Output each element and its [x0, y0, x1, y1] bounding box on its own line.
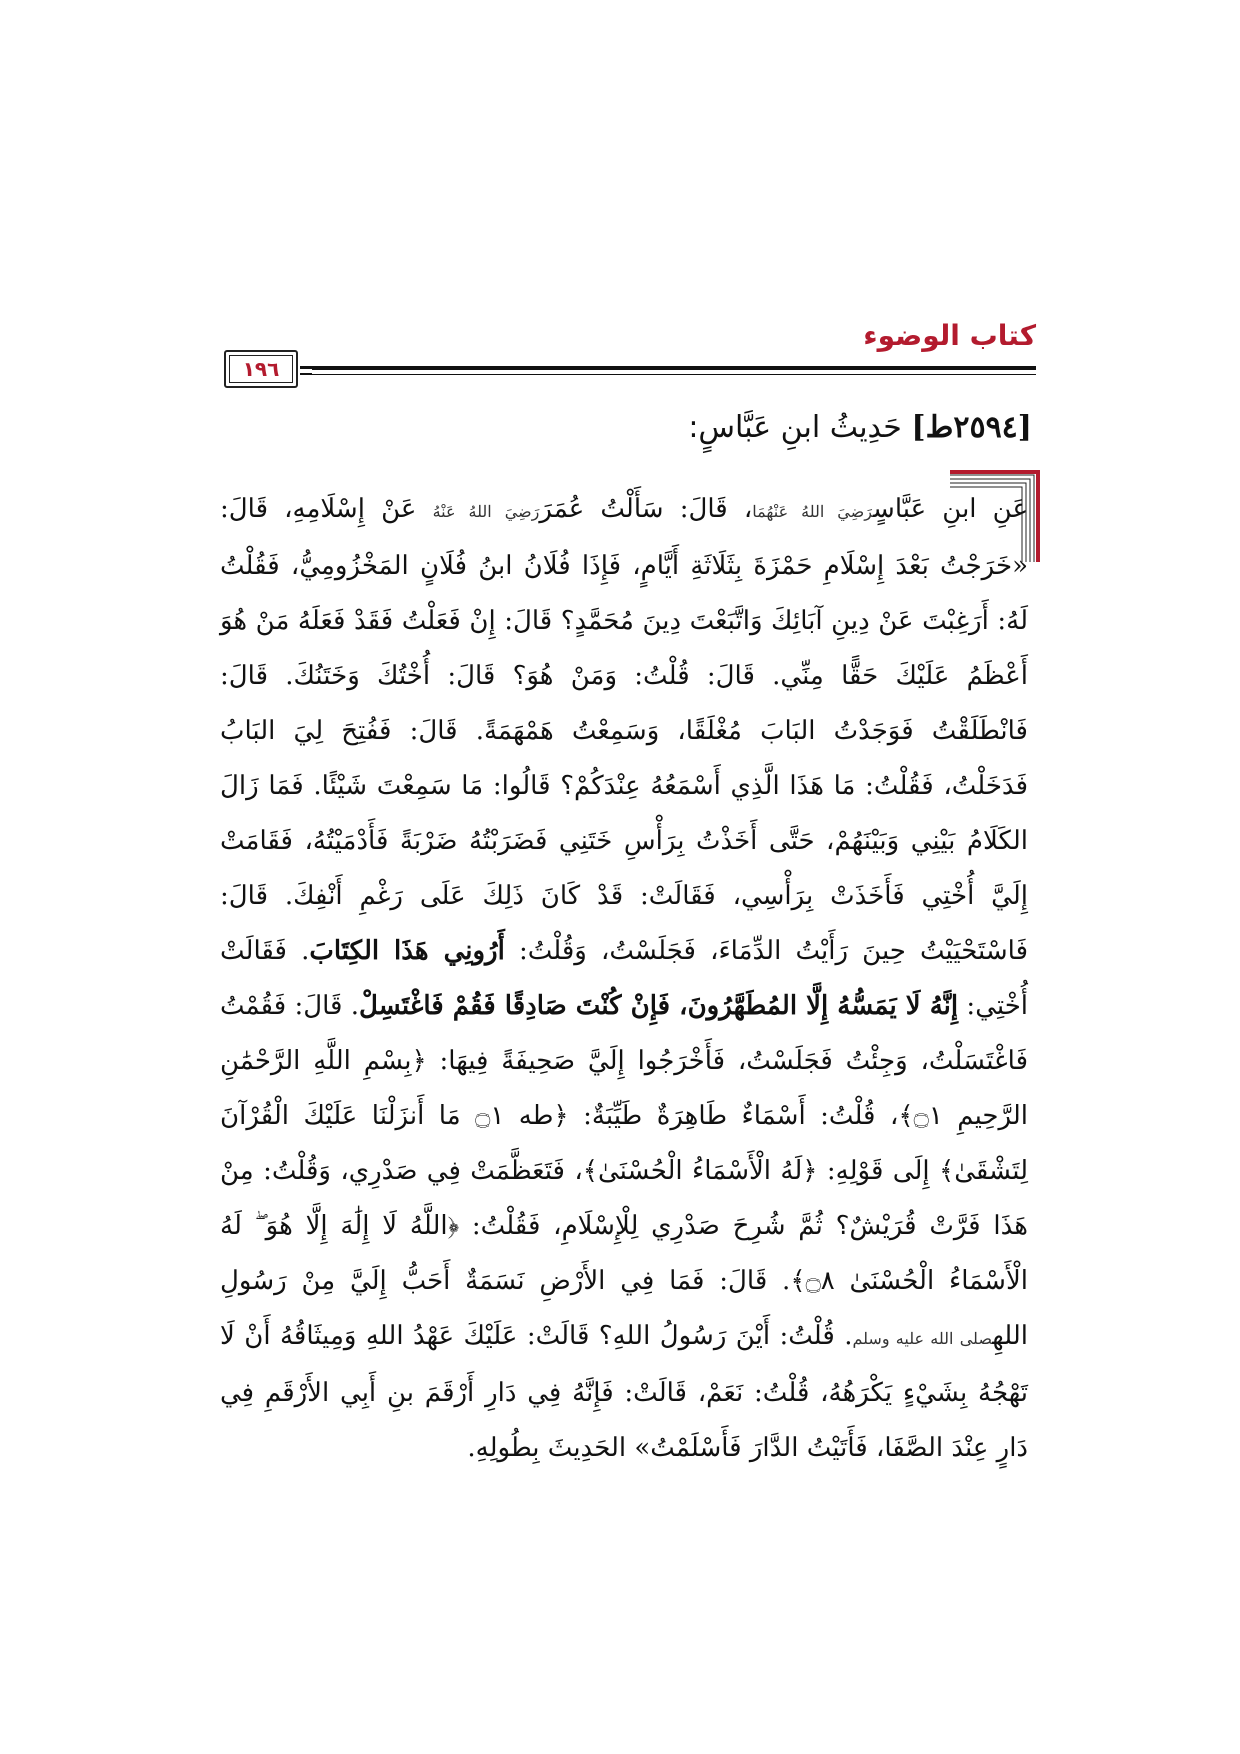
bold-phrase-purified: إِنَّهُ لَا يَمَسُّهُ إِلَّا المُطَهَّرُونَ، فَإِنْ كُنْتَ صَادِقًا فَقُمْ فَاغْتَسِلْ — [359, 991, 959, 1021]
header-rule-left-thin — [300, 373, 312, 375]
text-segment: . قَالَ: فَمَا فِي الأَرْضِ نَسَمَةٌ أَحَبُّ إِلَيَّ مِنْ رَسُولِ اللهِ — [220, 1266, 1028, 1351]
header-rule-left-thick — [300, 366, 312, 369]
hadith-body — [220, 482, 1028, 1476]
text-segment: عَنِ ابنِ عَبَّاسٍ — [873, 494, 1028, 524]
text-segment: ، فَتَعَظَّمَتْ فِي صَدْرِي، وَقُلْتُ: مِنْ هَذَا فَرَّتْ قُرَيْشٌ؟ ثُمَّ شُرِحَ صَدْرِي لِلْإِسْلَامِ، فَقُلْتُ: — [220, 1156, 1028, 1241]
honorific-salawat: صلى الله عليه وسلم — [852, 1329, 993, 1348]
quran-verse-taha: ﴿طه ۝١ مَا أَنزَلْنَا عَلَيْكَ الْقُرْآنَ لِتَشْقَىٰ﴾ — [220, 1101, 1028, 1186]
header-rule-thick — [312, 366, 1036, 370]
text-segment: إِلَى قَوْلِهِ: — [817, 1156, 939, 1186]
honorific-radiyallahu-anhuma: رَضِيَ اللهُ عَنْهُمَا — [752, 502, 874, 521]
hadith-reference: [٢٥٩٤ط] — [911, 410, 1032, 445]
text-segment: ، قُلْتُ: أَسْمَاءٌ طَاهِرَةٌ طَيِّبَةٌ: — [568, 1101, 899, 1131]
text-segment: . قُلْتُ: أَيْنَ رَسُولُ اللهِ؟ قَالَتْ: عَلَيْكَ عَهْدُ اللهِ وَمِيثَاقُهُ أَنْ لَا تَهْجُهُ بِشَيْءٍ يَكْرَهُهُ، قُلْتُ: نَعَمْ، قَالَتْ: فَإِنَّهُ فِي دَارِ أَرْقَمَ بنِ أَبِي الأَرْقَمِ فِي دَارٍ عِنْدَ الصَّفَا، فَأَتَيْتُ الدَّارَ فَأَسْلَمْتُ» الحَدِيثَ بِطُولِهِ. — [220, 1321, 1028, 1463]
page-header — [220, 318, 1036, 388]
text-segment: . قَالَ: فَقُمْتُ فَاغْتَسَلْتُ، وَجِئْتُ فَجَلَسْتُ، فَأَخْرَجُوا إِلَيَّ صَحِيفَةً فِيهَا: — [220, 991, 1028, 1076]
quran-verse-names: ﴿لَهُ الْأَسْمَاءُ الْحُسْنَىٰ﴾ — [582, 1156, 818, 1186]
text-segment: عَنْ إِسْلَامِهِ، قَالَ: «خَرَجْتُ بَعْدَ إِسْلَامِ حَمْزَةَ بِثَلَاثَةِ أَيَّامٍ، فَإِذَا فُلَانُ ابنُ فُلَانٍ المَخْزُومِيُّ، فَقُلْتُ لَهُ: أَرَغِبْتَ عَنْ دِينِ آبَائِكَ وَاتَّبَعْتَ دِينَ مُحَمَّدٍ؟ قَالَ: إِنْ فَعَلْتُ فَقَدْ فَعَلَهُ مَنْ هُوَ أَعْظَمُ عَلَيْكَ حَقًّا مِنِّي. قَالَ: قُلْتُ: وَمَنْ هُوَ؟ قَالَ: أُخْتُكَ وَخَتَنُكَ. قَالَ: فَانْطَلَقْتُ فَوَجَدْتُ البَابَ مُغْلَقًا، وَسَمِعْتُ هَمْهَمَةً. قَالَ: فَفُتِحَ لِيَ البَابُ فَدَخَلْتُ، فَقُلْتُ: مَا هَذَا الَّذِي أَسْمَعُهُ عِنْدَكُمْ؟ قَالُوا: مَا سَمِعْتَ شَيْئًا. فَمَا زَالَ الكَلَامُ بَيْنِي وَبَيْنَهُمْ، حَتَّى أَخَذْتُ بِرَأْسِ خَتَنِي فَضَرَبْتُهُ ضَرْبَةً فَأَدْمَيْتُهُ، فَقَامَتْ إِلَيَّ أُخْتِي فَأَخَذَتْ بِرَأْسِي، فَقَالَتْ: قَدْ كَانَ ذَلِكَ عَلَى رَغْمِ أَنْفِكَ. قَالَ: فَاسْتَحْيَيْتُ حِينَ رَأَيْتُ الدِّمَاءَ، فَجَلَسْتُ، وَقُلْتُ: — [220, 494, 1029, 966]
text-segment: . فَقَالَتْ أُخْتِي: — [220, 936, 1029, 1021]
section-heading — [688, 408, 1032, 448]
hadith-title: حَدِيثُ ابنِ عَبَّاسٍ: — [688, 410, 902, 445]
honorific-radiyallahu-anhu: رَضِيَ اللهُ عَنْهُ — [432, 502, 540, 521]
chapter-title: كتاب الوضوء — [863, 319, 1036, 352]
page-number: ١٩٦ — [229, 355, 293, 383]
quran-verse-taha-8: ﴿اللَّهُ لَا إِلَٰهَ إِلَّا هُوَ ۖ لَهُ الْأَسْمَاءُ الْحُسْنَىٰ ۝٨﴾ — [220, 1211, 1028, 1296]
page-number-box — [224, 350, 298, 388]
bold-phrase-show-me-book: أَرُونِي هَذَا الكِتَابَ — [309, 936, 505, 966]
text-segment: ، قَالَ: سَأَلْتُ عُمَرَ — [539, 494, 753, 524]
quran-verse-basmala: ﴿بِسْمِ اللَّهِ الرَّحْمَٰنِ الرَّحِيمِ ۝١﴾ — [220, 1046, 1028, 1131]
header-rule-thin — [312, 374, 1036, 375]
